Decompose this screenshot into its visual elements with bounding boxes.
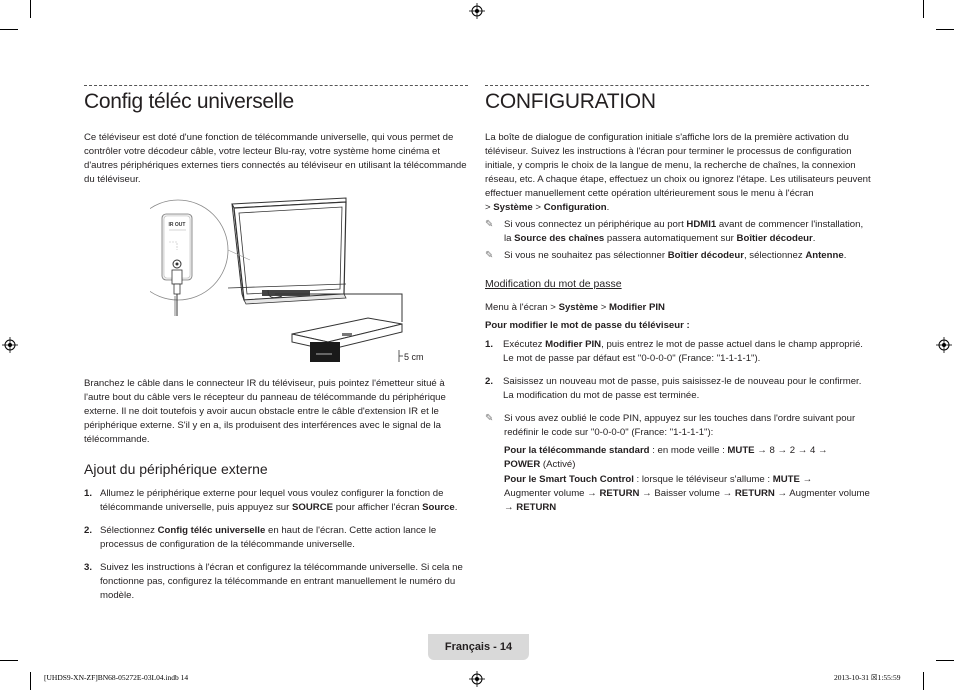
external-device-steps: [84, 487, 468, 603]
section-divider: [84, 85, 468, 86]
right-column: [485, 131, 871, 515]
pencil-note-icon: ✎: [485, 219, 494, 230]
note-item: ✎ Si vous connectez un périphérique au port HDMI1 avant de commencer l'installation, la Source des chaînes passera automatiquement sur Boîtier décodeur.: [485, 219, 864, 244]
registration-mark-icon: [469, 671, 485, 687]
registration-mark-icon: [2, 337, 18, 353]
crop-mark: [30, 672, 31, 690]
crop-mark: [0, 660, 18, 661]
menu-path: Menu à l'écran > Système > Modifier PIN: [485, 302, 665, 313]
crop-mark: [923, 672, 924, 690]
left-column-lower: [84, 377, 468, 612]
note-item: ✎ Si vous ne souhaitez pas sélectionner Boîtier décodeur, sélectionnez Antenne.: [485, 250, 847, 261]
left-second-paragraph: Branchez le câble dans le connecteur IR du téléviseur, puis pointez l'émetteur situé à l'autre bout du câble vers le récepteur du panneau de télécommande du périphérique externe. Il ne doit toutefois y avoir aucun obstacle entre le câble d'extension IR et le périphérique externe. S'il y en a, ils produisent des interférences avec le signal de la télécommande.: [84, 378, 446, 445]
page-number-tab: Français - 14: [428, 634, 529, 660]
crop-mark: [923, 0, 924, 18]
print-slug-left: [UHDS9-XN-ZF]BN68-05272E-03L04.indb 14: [44, 673, 189, 682]
print-slug-right: 2013-10-31 ☒1:55:59: [834, 673, 901, 682]
standard-remote-sequence: Pour la télécommande standard : en mode veille : MUTE → 8 → 2 → 4 → POWER (Activé): [504, 445, 828, 470]
crop-mark: [0, 29, 18, 30]
registration-mark-icon: [936, 337, 952, 353]
pin-section-heading: Modification du mot de passe: [485, 278, 622, 290]
list-item: 2. Saisissez un nouveau mot de passe, puis saisissez-le de nouveau pour le confirmer. La modification du mot de passe est terminée.: [485, 376, 862, 401]
pin-steps: [485, 338, 871, 403]
external-device-heading: Ajout du périphérique externe: [84, 461, 268, 477]
pencil-note-icon: ✎: [485, 250, 494, 261]
configuration-intro-paragraph: La boîte de dialogue de configuration initiale s'affiche lors de la première activation du téléviseur. Suivez les instructions à l'écran pour terminer le processus de configuration initiale, y compris le choix de la langue de menu, la recherche de chaînes, la connexion réseau, etc. A chaque étape, effectuez un choix ou ignorez l'étape. Les utilisateurs peuvent effectuer manuellement cette opération ultérieurement sous le menu à l'écran > Système > Configuration.: [485, 132, 871, 213]
note-item: ✎ Si vous avez oublié le code PIN, appuyez sur les touches dans l'ordre suivant pour redéfinir le code sur "0-0-0-0" (France: "1-1-1-1"):: [485, 413, 856, 438]
registration-mark-icon: [469, 3, 485, 19]
crop-mark: [936, 660, 954, 661]
list-item: 1. Allumez le périphérique externe pour lequel vous voulez configurer la fonction de télécommande universelle, puis appuyez sur SOURCE pour afficher l'écran Source.: [84, 488, 458, 513]
pencil-note-icon: ✎: [485, 413, 494, 424]
list-item: 2. Sélectionnez Config téléc universelle en haut de l'écran. Cette action lance le processus de configuration de la télécommande universelle.: [84, 525, 437, 550]
right-page-title: CONFIGURATION: [485, 90, 656, 113]
left-intro-paragraph: Ce téléviseur est doté d'une fonction de télécommande universelle, qui vous permet de contrôler votre décodeur câble, votre lecteur Blu-ray, votre système home cinéma et d'autres périphériques externes tiers connectés au téléviseur en utilisant la télécommande du téléviseur.: [84, 132, 467, 185]
tv-pin-heading: Pour modifier le mot de passe du téléviseur :: [485, 320, 690, 331]
crop-mark: [30, 0, 31, 18]
ir-port-callout: [150, 200, 228, 316]
external-device-illustration: [292, 318, 402, 362]
list-item: 3. Suivez les instructions à l'écran et configurez la télécommande universelle. Si cela ne fonctionne pas, configurez la télécommande en entrant manuellement le numéro du modèle.: [84, 562, 463, 601]
ir-cable-diagram: [150, 190, 440, 368]
section-divider: [485, 85, 869, 86]
left-page-title: Config téléc universelle: [84, 90, 294, 113]
distance-label: 5 cm: [404, 352, 424, 362]
list-item: 1. Exécutez Modifier PIN, puis entrez le mot de passe actuel dans le champ approprié. Le mot de passe par défaut est "0-0-0-0" (France: "1-1-1-1").: [485, 339, 863, 364]
left-column: [84, 131, 468, 187]
ir-out-label: IR OUT: [168, 222, 186, 228]
crop-mark: [936, 29, 954, 30]
tv-illustration: [228, 198, 346, 304]
smart-touch-sequence: Pour le Smart Touch Control : lorsque le téléviseur s'allume : MUTE → Augmenter volume → RETURN → Baisser volume → RETURN → Augmenter volume → RETURN: [504, 474, 870, 513]
